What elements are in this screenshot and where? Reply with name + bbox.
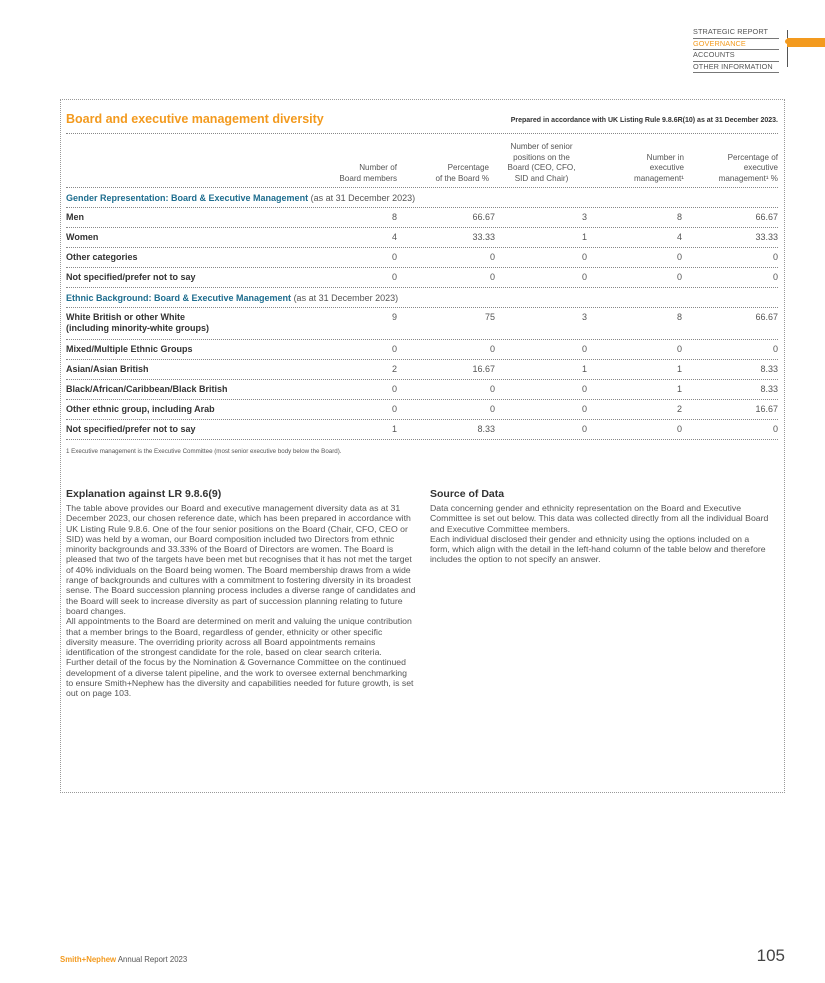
row-label: Black/African/Caribbean/Black British — [66, 384, 228, 394]
table-body — [66, 188, 778, 440]
table-section-heading — [66, 188, 778, 208]
table-header-row — [66, 133, 778, 188]
header-senior-positions: Number of senior positions on the Board (CEO, CFO, SID and Chair) — [507, 142, 576, 183]
cell-value: 0 — [581, 404, 587, 414]
cell-value: 4 — [676, 232, 682, 242]
header-board-percentage: Percentage of the Board % — [435, 163, 490, 183]
section-name: Ethnic Background: Board & Executive Management — [66, 293, 292, 303]
header-board-members: Number of Board members — [339, 163, 397, 183]
page-number: 105 — [756, 946, 785, 965]
cell-value: 1 — [581, 232, 587, 242]
section-date: (as at 31 December 2023) — [293, 293, 399, 303]
table-row — [66, 308, 778, 340]
cell-value: 0 — [581, 272, 587, 282]
table-row — [66, 400, 778, 420]
source-text — [430, 503, 770, 565]
cell-value: 0 — [772, 424, 778, 434]
cell-value: 0 — [581, 344, 587, 354]
cell-value: 0 — [581, 424, 587, 434]
cell-value: 66.67 — [755, 312, 778, 322]
table-row — [66, 228, 778, 248]
table-row — [66, 340, 778, 360]
cell-value: 3 — [581, 212, 587, 222]
cell-value: 0 — [391, 384, 397, 394]
cell-value: 1 — [676, 384, 682, 394]
nav-active-indicator — [787, 38, 825, 47]
source-paragraph: Data concerning gender and ethnicity representation on the Board and Executive Committee is set out below. This data was collected directly from all the individual Board and Executive Committee members. — [430, 503, 769, 534]
header-exec-number: Number in executive management¹ — [634, 152, 684, 183]
explanation-heading: Explanation against LR 9.8.6(9) — [66, 488, 222, 500]
row-label: Not specified/prefer not to say — [66, 272, 196, 282]
row-label: Men — [66, 212, 84, 222]
cell-value: 0 — [676, 272, 682, 282]
row-label: Other ethnic group, including Arab — [66, 404, 215, 414]
cell-value: 0 — [772, 252, 778, 262]
cell-value: 0 — [489, 272, 495, 282]
cell-value: 0 — [676, 344, 682, 354]
cell-value: 66.67 — [472, 212, 495, 222]
nav-item-governance[interactable]: GOVERNANCE — [693, 39, 779, 51]
cell-value: 0 — [489, 252, 495, 262]
footer-brand-line — [60, 955, 187, 964]
source-paragraph: Each individual disclosed their gender and ethnicity using the options included on a form, which align with the detail in the left-hand column of the table below and therefore includes the option to not specify an answer. — [430, 533, 766, 565]
cell-value: 0 — [391, 344, 397, 354]
cell-value: 0 — [581, 252, 587, 262]
cell-value: 8.33 — [760, 364, 778, 374]
brand-name: Smith+Nephew — [60, 955, 117, 964]
cell-value: 1 — [676, 364, 682, 374]
panel-note: Prepared in accordance with UK Listing Rule 9.8.6R(10) as at 31 December 2023. — [510, 117, 778, 124]
row-label: Not specified/prefer not to say — [66, 424, 196, 434]
nav-item-other-information[interactable]: OTHER INFORMATION — [693, 62, 779, 74]
cell-value: 8.33 — [477, 424, 495, 434]
table-section-heading — [66, 288, 778, 308]
cell-value: 3 — [581, 312, 587, 322]
report-title: Annual Report 2023 — [116, 955, 188, 964]
cell-value: 0 — [676, 424, 682, 434]
row-label: Women — [66, 232, 99, 242]
cell-value: 2 — [676, 404, 682, 414]
table-row — [66, 268, 778, 288]
row-label: Other categories — [66, 252, 138, 262]
section-nav — [693, 27, 779, 73]
explanation-paragraph: All appointments to the Board are determined on merit and valuing the unique contribution that a member brings to the Board, regardless of gender, ethnicity or other specific diversity measure. The overriding priority across all Board appointments remains identification of the strongest candidate for the role, based on clear search criteria. — [66, 616, 412, 658]
cell-value: 16.67 — [755, 404, 778, 414]
section-date: (as at 31 December 2023) — [310, 193, 416, 203]
cell-value: 0 — [772, 272, 778, 282]
cell-value: 0 — [391, 252, 397, 262]
source-heading: Source of Data — [430, 488, 505, 500]
cell-value: 0 — [772, 344, 778, 354]
cell-value: 4 — [391, 232, 397, 242]
table-row — [66, 248, 778, 268]
cell-value: 8.33 — [760, 384, 778, 394]
cell-value: 75 — [484, 312, 495, 322]
cell-value: 0 — [489, 384, 495, 394]
cell-value: 8 — [676, 312, 682, 322]
table-row — [66, 208, 778, 228]
row-label: White British or other White (including minority-white groups) — [66, 312, 209, 333]
cell-value: 0 — [391, 404, 397, 414]
nav-active-dot — [785, 39, 790, 44]
cell-value: 0 — [489, 344, 495, 354]
table-row — [66, 380, 778, 400]
row-label: Asian/Asian British — [66, 364, 149, 374]
diversity-table — [66, 133, 778, 440]
header-exec-percentage: Percentage of executive management¹ % — [718, 152, 778, 183]
explanation-text — [66, 503, 416, 699]
section-name: Gender Representation: Board & Executive Management — [66, 193, 309, 203]
cell-value: 0 — [676, 252, 682, 262]
cell-value: 16.67 — [472, 364, 495, 374]
table-footnote: 1 Executive management is the Executive Committee (most senior executive body below the Board). — [66, 448, 342, 455]
cell-value: 66.67 — [755, 212, 778, 222]
cell-value: 0 — [581, 384, 587, 394]
explanation-paragraph: The table above provides our Board and executive management diversity data as at 31 December 2023, our chosen reference date, which has been prepared in accordance with UK Listing Rule 9.8.6. One of the four senior positions on the Board (Chair, CFO, CEO or SID) was held by a woman, our Board composition included two Directors from ethnic minority backgrounds and 33.33% of the Board of Directors are women. The Board is pleased that two of the targets have been met but recognises that it has not met the target of 40% individuals on the Board being women. The Board membership draws from a wide range of backgrounds and cultures with a commitment to fostering diversity in its broadest sense. The Board succession planning process includes a diverse range of candidates and the Board will seek to increase diversity as part of succession planning relating to future board changes. — [66, 503, 416, 616]
table-row — [66, 420, 778, 440]
cell-value: 0 — [391, 272, 397, 282]
row-label: Mixed/Multiple Ethnic Groups — [66, 344, 193, 354]
table-row — [66, 360, 778, 380]
cell-value: 1 — [581, 364, 587, 374]
explanation-paragraph: Further detail of the focus by the Nomination & Governance Committee on the continued development of a diverse talent pipeline, and the work to oversee external benchmarking to ensure Smith+Nephew has the diversity and capabilities needed for future growth, is set out on page 103. — [66, 657, 414, 699]
cell-value: 8 — [676, 212, 682, 222]
nav-item-strategic-report[interactable]: STRATEGIC REPORT — [693, 27, 779, 39]
panel-title: Board and executive management diversity — [66, 112, 324, 126]
nav-divider-line — [787, 30, 788, 67]
cell-value: 2 — [391, 364, 397, 374]
cell-value: 1 — [391, 424, 397, 434]
nav-item-accounts[interactable]: ACCOUNTS — [693, 50, 779, 62]
cell-value: 33.33 — [472, 232, 495, 242]
cell-value: 8 — [391, 212, 397, 222]
cell-value: 33.33 — [755, 232, 778, 242]
cell-value: 0 — [489, 404, 495, 414]
cell-value: 9 — [391, 312, 397, 322]
